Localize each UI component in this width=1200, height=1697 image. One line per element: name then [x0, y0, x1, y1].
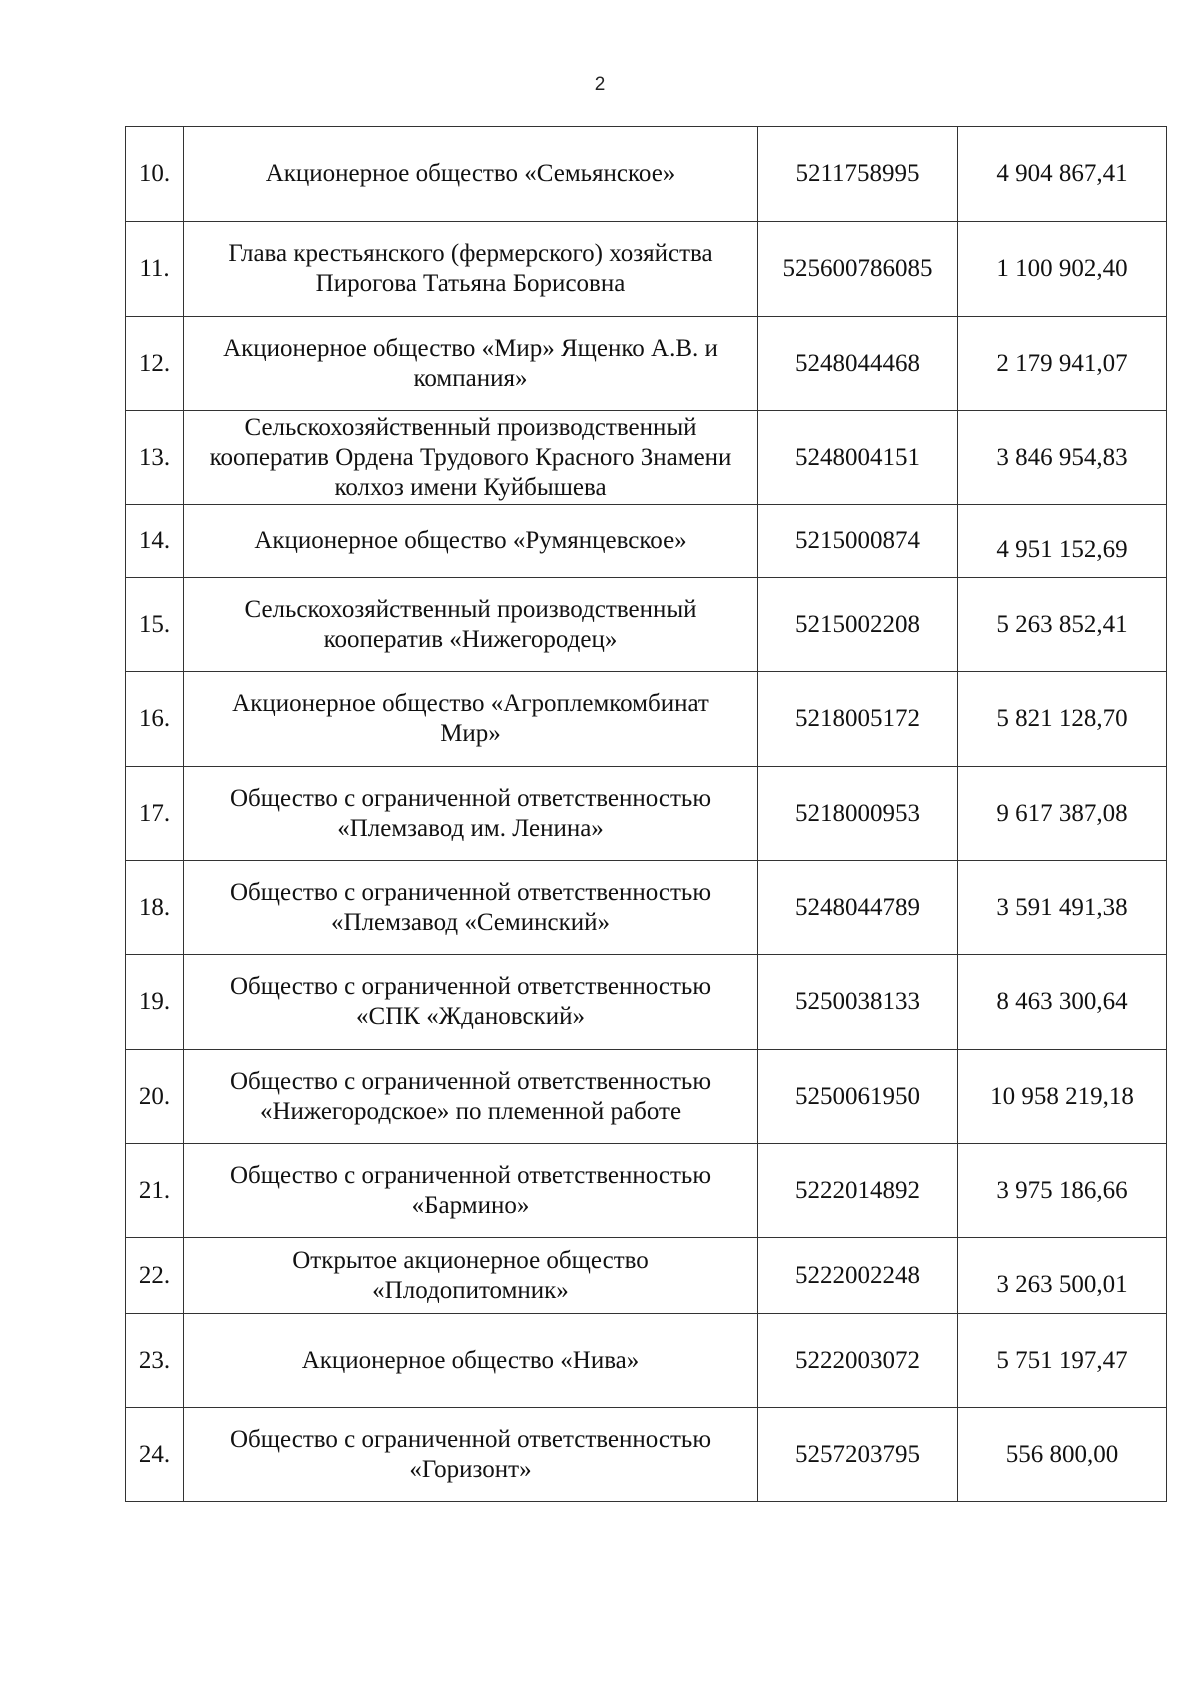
amount-cell: 556 800,00 [958, 1408, 1167, 1502]
inn-cell: 5211758995 [758, 127, 958, 222]
row-number: 15. [126, 578, 184, 672]
inn-cell: 5218000953 [758, 767, 958, 861]
organization-name-text: Общество с ограниченной ответственностью «Нижегородское» по племенной работе [230, 1067, 711, 1125]
table-row [126, 672, 1167, 767]
organization-name-text: Общество с ограниченной ответственностью «СПК «Ждановский» [230, 973, 711, 1030]
row-number: 12. [126, 317, 184, 411]
table-body [126, 127, 1167, 1502]
row-number: 18. [126, 861, 184, 955]
table-row [126, 222, 1167, 317]
organization-name [184, 1050, 758, 1144]
organization-name [184, 767, 758, 861]
amount-cell: 4 904 867,41 [958, 127, 1167, 222]
organization-name-text: Акционерное общество «Агроплемкомбинат Мир» [232, 690, 709, 747]
organization-name [184, 222, 758, 317]
row-number: 22. [126, 1238, 184, 1314]
organization-name [184, 1314, 758, 1408]
amount-cell: 10 958 219,18 [958, 1050, 1167, 1144]
inn-cell: 5248044468 [758, 317, 958, 411]
row-number: 10. [126, 127, 184, 222]
table-row [126, 1314, 1167, 1408]
organization-name [184, 1408, 758, 1502]
amount-cell: 5 751 197,47 [958, 1314, 1167, 1408]
table-row [126, 411, 1167, 505]
table-row [126, 127, 1167, 222]
amount-cell [958, 1238, 1167, 1314]
organization-name-text: Акционерное общество «Румянцевское» [254, 527, 687, 554]
row-number: 13. [126, 411, 184, 505]
table-row [126, 767, 1167, 861]
organization-name [184, 861, 758, 955]
inn-cell: 5222003072 [758, 1314, 958, 1408]
organization-name-text: Общество с ограниченной ответственностью «Бармино» [230, 1161, 711, 1219]
inn-cell: 5218005172 [758, 672, 958, 767]
row-number: 20. [126, 1050, 184, 1144]
amount-cell: 2 179 941,07 [958, 317, 1167, 411]
organization-name [184, 1238, 758, 1314]
inn-cell: 5250038133 [758, 955, 958, 1050]
organization-name-text: Общество с ограниченной ответственностью «Племзавод «Семинский» [230, 878, 711, 936]
row-number: 11. [126, 222, 184, 317]
organization-name-text: Сельскохозяйственный производственный кооператив «Нижегородец» [244, 595, 697, 653]
amount-text: 4 951 152,69 [996, 536, 1128, 563]
recipients-table [125, 126, 1167, 1502]
row-number: 21. [126, 1144, 184, 1238]
organization-name [184, 505, 758, 578]
row-number: 17. [126, 767, 184, 861]
table-row [126, 1238, 1167, 1314]
table-row [126, 955, 1167, 1050]
amount-cell [958, 505, 1167, 578]
row-number: 14. [126, 505, 184, 578]
organization-name-text: Акционерное общество «Нива» [301, 1346, 640, 1374]
organization-name [184, 411, 758, 505]
organization-name [184, 317, 758, 411]
table-row [126, 1408, 1167, 1502]
row-number: 23. [126, 1314, 184, 1408]
row-number: 24. [126, 1408, 184, 1502]
organization-name-text: Глава крестьянского (фермерского) хозяйства Пирогова Татьяна Борисовна [228, 240, 713, 297]
row-number: 19. [126, 955, 184, 1050]
table-row [126, 578, 1167, 672]
table-row [126, 1144, 1167, 1238]
amount-cell: 3 846 954,83 [958, 411, 1167, 505]
amount-cell: 3 591 491,38 [958, 861, 1167, 955]
inn-cell: 5248004151 [758, 411, 958, 505]
inn-cell: 5222002248 [758, 1238, 958, 1314]
organization-name-text: Акционерное общество «Мир» Ященко А.В. и компания» [223, 334, 718, 392]
amount-text: 3 263 500,01 [996, 1270, 1128, 1298]
inn-cell: 5215000874 [758, 505, 958, 578]
inn-cell: 5257203795 [758, 1408, 958, 1502]
amount-cell: 5 263 852,41 [958, 578, 1167, 672]
table-row [126, 1050, 1167, 1144]
amount-cell: 1 100 902,40 [958, 222, 1167, 317]
inn-cell: 5222014892 [758, 1144, 958, 1238]
organization-name-text: Общество с ограниченной ответственностью «Горизонт» [230, 1425, 711, 1483]
organization-name [184, 1144, 758, 1238]
organization-name-text: Сельскохозяйственный производственный кооператив Ордена Трудового Красного Знамени колхоз имени Куйбышева [209, 413, 732, 501]
amount-cell: 9 617 387,08 [958, 767, 1167, 861]
amount-cell: 5 821 128,70 [958, 672, 1167, 767]
organization-name [184, 127, 758, 222]
table-row [126, 505, 1167, 578]
inn-cell: 5215002208 [758, 578, 958, 672]
inn-cell: 5248044789 [758, 861, 958, 955]
organization-name [184, 578, 758, 672]
inn-cell: 525600786085 [758, 222, 958, 317]
organization-name [184, 955, 758, 1050]
organization-name-text: Общество с ограниченной ответственностью «Племзавод им. Ленина» [230, 784, 711, 842]
page-number: 2 [594, 74, 606, 95]
organization-name [184, 672, 758, 767]
organization-name-text: Акционерное общество «Семьянское» [265, 160, 676, 187]
amount-cell: 8 463 300,64 [958, 955, 1167, 1050]
table-row [126, 861, 1167, 955]
row-number: 16. [126, 672, 184, 767]
amount-cell: 3 975 186,66 [958, 1144, 1167, 1238]
organization-name-text: Открытое акционерное общество «Плодопитомник» [292, 1246, 649, 1304]
inn-cell: 5250061950 [758, 1050, 958, 1144]
table-row [126, 317, 1167, 411]
